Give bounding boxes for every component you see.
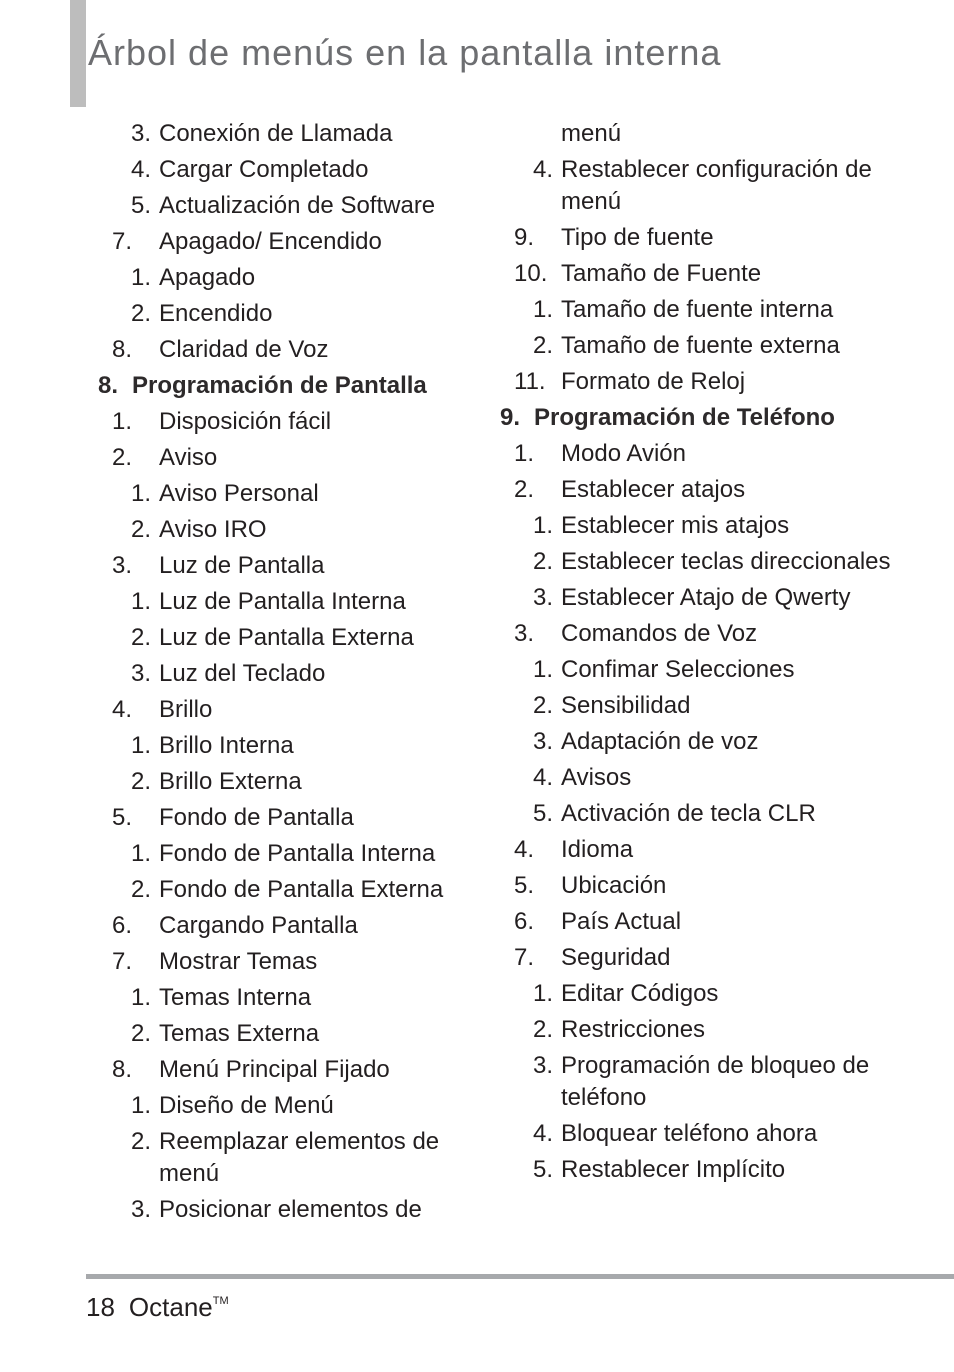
menu-item-label: Editar Códigos	[561, 980, 719, 1007]
menu-tree-item	[533, 726, 900, 758]
menu-tree-item	[533, 798, 900, 830]
product-name: Octane	[128, 1292, 213, 1322]
menu-item-number: 7.	[514, 944, 535, 971]
menu-item-number: 1.	[533, 656, 554, 683]
menu-tree-item	[533, 546, 900, 578]
menu-tree-item	[112, 946, 498, 978]
menu-tree-item	[131, 766, 498, 798]
menu-item-number: 1.	[131, 480, 152, 507]
menu-item-number: 3.	[131, 660, 152, 687]
menu-item-label: Cargar Completado	[159, 156, 369, 183]
menu-tree-item	[514, 870, 900, 902]
menu-tree-item	[514, 366, 900, 398]
menu-item-number: 9.	[514, 224, 535, 251]
menu-tree-item	[131, 1126, 498, 1190]
menu-item-label: Adaptación de voz	[561, 728, 759, 755]
menu-item-number: 3.	[112, 552, 133, 579]
menu-item-number: 2.	[533, 332, 554, 359]
menu-item-label: Bloquear teléfono ahora	[561, 1120, 818, 1147]
menu-item-number: 4.	[533, 156, 554, 183]
menu-tree-item	[131, 514, 498, 546]
menu-tree-item	[131, 190, 498, 222]
menu-item-number: 2.	[533, 1016, 554, 1043]
page-title: Árbol de menús en la pantalla interna	[88, 32, 722, 73]
menu-item-number: 2.	[112, 444, 133, 471]
menu-tree-item	[533, 582, 900, 614]
menu-item-number: 1.	[533, 296, 554, 323]
menu-item-label: Mostrar Temas	[159, 948, 318, 975]
menu-item-label: Menú Principal Fijado	[159, 1056, 390, 1083]
menu-item-number: 4.	[112, 696, 133, 723]
menu-item-number: 3.	[131, 1196, 152, 1223]
menu-item-label: Formato de Reloj	[561, 368, 746, 395]
menu-tree-item	[533, 294, 900, 326]
menu-item-label: Avisos	[561, 764, 632, 791]
menu-item-label: Fondo de Pantalla	[159, 804, 354, 831]
menu-tree-left-column	[98, 118, 498, 1230]
menu-item-label: Brillo Externa	[159, 768, 302, 795]
menu-item-number: 5.	[112, 804, 133, 831]
menu-section-heading	[98, 370, 498, 402]
menu-item-label: Brillo Interna	[159, 732, 294, 759]
menu-item-number: 5.	[533, 1156, 554, 1183]
menu-item-label: Temas Externa	[159, 1020, 320, 1047]
menu-tree-item	[514, 258, 900, 290]
header-accent-bar	[70, 0, 86, 107]
menu-item-number: 1.	[131, 840, 152, 867]
menu-tree-item	[112, 550, 498, 582]
menu-item-label: Restablecer Implícito	[561, 1156, 786, 1183]
menu-item-number: 4.	[514, 836, 535, 863]
menu-tree-item	[112, 802, 498, 834]
menu-item-label: Posicionar elementos de	[159, 1196, 422, 1223]
menu-tree-item	[533, 1014, 900, 1046]
menu-item-number: 5.	[514, 872, 535, 899]
menu-tree-item	[533, 154, 900, 218]
menu-tree-item	[533, 654, 900, 686]
menu-tree-item	[112, 694, 498, 726]
menu-item-label: Luz de Pantalla	[159, 552, 325, 579]
menu-item-number: 7.	[112, 228, 133, 255]
menu-item-number: 3.	[533, 1052, 554, 1079]
menu-item-label: Temas Interna	[159, 984, 312, 1011]
menu-item-label: Aviso Personal	[159, 480, 319, 507]
menu-tree-item	[131, 118, 498, 150]
menu-item-number: 1.	[131, 984, 152, 1011]
menu-item-label: Establecer teclas direccionales	[561, 548, 891, 575]
menu-item-label: Restablecer configuración de menú	[561, 156, 872, 215]
menu-tree-item	[131, 1090, 498, 1122]
menu-tree-item	[131, 730, 498, 762]
menu-item-number: 1.	[533, 980, 554, 1007]
menu-item-label: Encendido	[159, 300, 273, 327]
menu-item-label: Diseño de Menú	[159, 1092, 334, 1119]
menu-item-number: 3.	[533, 728, 554, 755]
menu-item-label: Luz del Teclado	[159, 660, 326, 687]
menu-item-label: Activación de tecla CLR	[561, 800, 816, 827]
menu-tree-item	[112, 334, 498, 366]
menu-item-label: Sensibilidad	[561, 692, 691, 719]
menu-item-label: Fondo de Pantalla Interna	[159, 840, 436, 867]
menu-item-label: menú	[561, 120, 622, 147]
menu-item-label: Programación de bloqueo de teléfono	[561, 1052, 870, 1111]
menu-item-number: 1.	[131, 732, 152, 759]
menu-item-number: 11.	[514, 368, 546, 395]
menu-item-label: Establecer Atajo de Qwerty	[561, 584, 851, 611]
menu-item-number: 1.	[514, 440, 535, 467]
page-number: 18	[86, 1292, 115, 1322]
menu-item-label: Comandos de Voz	[561, 620, 758, 647]
page-footer	[86, 1292, 229, 1323]
menu-tree-item	[131, 982, 498, 1014]
menu-item-number: 2.	[533, 692, 554, 719]
menu-item-number: 4.	[533, 764, 554, 791]
menu-tree-item	[533, 690, 900, 722]
menu-tree-item	[131, 874, 498, 906]
menu-tree-item	[131, 154, 498, 186]
menu-item-label: Aviso	[159, 444, 218, 471]
menu-item-number: 7.	[112, 948, 133, 975]
menu-item-label: Establecer atajos	[561, 476, 746, 503]
menu-tree-right-column	[500, 118, 900, 1190]
menu-item-number: 6.	[514, 908, 535, 935]
menu-tree-item	[131, 478, 498, 510]
menu-item-label: Tipo de fuente	[561, 224, 714, 251]
menu-item-number: 3.	[533, 584, 554, 611]
menu-item-number: 4.	[533, 1120, 554, 1147]
menu-item-number: 1.	[131, 1092, 152, 1119]
menu-item-label: Restricciones	[561, 1016, 706, 1043]
menu-item-label: Disposición fácil	[159, 408, 332, 435]
menu-item-label: Apagado	[159, 264, 256, 291]
menu-tree-item	[514, 618, 900, 650]
menu-section-heading	[500, 402, 900, 434]
menu-item-number: 4.	[131, 156, 152, 183]
menu-tree-item	[514, 474, 900, 506]
menu-item-label: Conexión de Llamada	[159, 120, 393, 147]
menu-item-number: 1.	[533, 512, 554, 539]
menu-item-number: 8.	[112, 1056, 133, 1083]
menu-item-number: 2.	[131, 768, 152, 795]
menu-tree-item	[514, 438, 900, 470]
menu-tree-item	[131, 658, 498, 690]
menu-item-label: Tamaño de Fuente	[561, 260, 762, 287]
menu-item-label: Tamaño de fuente interna	[561, 296, 834, 323]
menu-tree-item	[533, 978, 900, 1010]
menu-item-label: Reemplazar elementos de menú	[159, 1128, 440, 1187]
menu-item-label: Fondo de Pantalla Externa	[159, 876, 444, 903]
menu-item-label: Aviso IRO	[159, 516, 267, 543]
menu-item-number: 9.	[500, 404, 521, 431]
menu-item-number: 3.	[131, 120, 152, 147]
menu-item-label: Actualización de Software	[159, 192, 436, 219]
menu-item-number: 5.	[533, 800, 554, 827]
menu-item-label: Luz de Pantalla Interna	[159, 588, 406, 615]
menu-item-number: 5.	[131, 192, 152, 219]
menu-tree-item	[533, 1118, 900, 1150]
menu-item-label: Brillo	[159, 696, 213, 723]
menu-item-label: Programación de Teléfono	[534, 404, 835, 431]
menu-tree-item	[112, 406, 498, 438]
menu-item-label: Luz de Pantalla Externa	[159, 624, 414, 651]
menu-item-label: Seguridad	[561, 944, 671, 971]
menu-tree-item	[131, 586, 498, 618]
menu-tree-item	[112, 442, 498, 474]
menu-tree-item	[131, 1194, 498, 1226]
menu-item-number: 2.	[131, 516, 152, 543]
menu-tree-item	[131, 298, 498, 330]
menu-tree-item	[533, 118, 900, 150]
menu-item-number: 2.	[514, 476, 535, 503]
menu-tree-item	[112, 910, 498, 942]
menu-tree-item	[514, 906, 900, 938]
menu-tree-item	[131, 622, 498, 654]
menu-item-label: Ubicación	[561, 872, 667, 899]
menu-item-number: 1.	[112, 408, 133, 435]
menu-item-number: 1.	[131, 588, 152, 615]
menu-item-number: 3.	[514, 620, 535, 647]
menu-tree-item	[533, 1154, 900, 1186]
menu-item-label: País Actual	[561, 908, 682, 935]
menu-item-number: 2.	[131, 876, 152, 903]
menu-tree-item	[533, 762, 900, 794]
menu-item-number: 2.	[131, 1020, 152, 1047]
menu-item-number: 8.	[98, 372, 119, 399]
menu-item-number: 6.	[112, 912, 133, 939]
menu-tree-item	[514, 222, 900, 254]
menu-tree-item	[131, 838, 498, 870]
menu-item-label: Claridad de Voz	[159, 336, 329, 363]
menu-tree-item	[533, 1050, 900, 1114]
menu-item-label: Apagado/ Encendido	[159, 228, 382, 255]
menu-item-label: Cargando Pantalla	[159, 912, 358, 939]
menu-item-number: 2.	[131, 300, 152, 327]
footer-divider	[86, 1274, 954, 1279]
menu-item-label: Confimar Selecciones	[561, 656, 795, 683]
menu-tree-item	[514, 942, 900, 974]
menu-item-label: Tamaño de fuente externa	[561, 332, 840, 359]
menu-item-label: Establecer mis atajos	[561, 512, 790, 539]
menu-item-number: 10.	[514, 260, 548, 287]
menu-item-label: Modo Avión	[561, 440, 686, 467]
menu-tree-item	[131, 262, 498, 294]
menu-item-number: 2.	[533, 548, 554, 575]
menu-item-label: Idioma	[561, 836, 634, 863]
menu-tree-item	[533, 330, 900, 362]
menu-tree-item	[514, 834, 900, 866]
menu-item-number: 2.	[131, 1128, 152, 1155]
menu-item-label: Programación de Pantalla	[132, 372, 427, 399]
menu-tree-item	[533, 510, 900, 542]
menu-tree-item	[112, 1054, 498, 1086]
menu-item-number: 1.	[131, 264, 152, 291]
menu-tree-item	[112, 226, 498, 258]
menu-item-number: 2.	[131, 624, 152, 651]
menu-tree-item	[131, 1018, 498, 1050]
menu-item-number: 8.	[112, 336, 133, 363]
trademark-symbol: TM	[212, 1295, 229, 1307]
